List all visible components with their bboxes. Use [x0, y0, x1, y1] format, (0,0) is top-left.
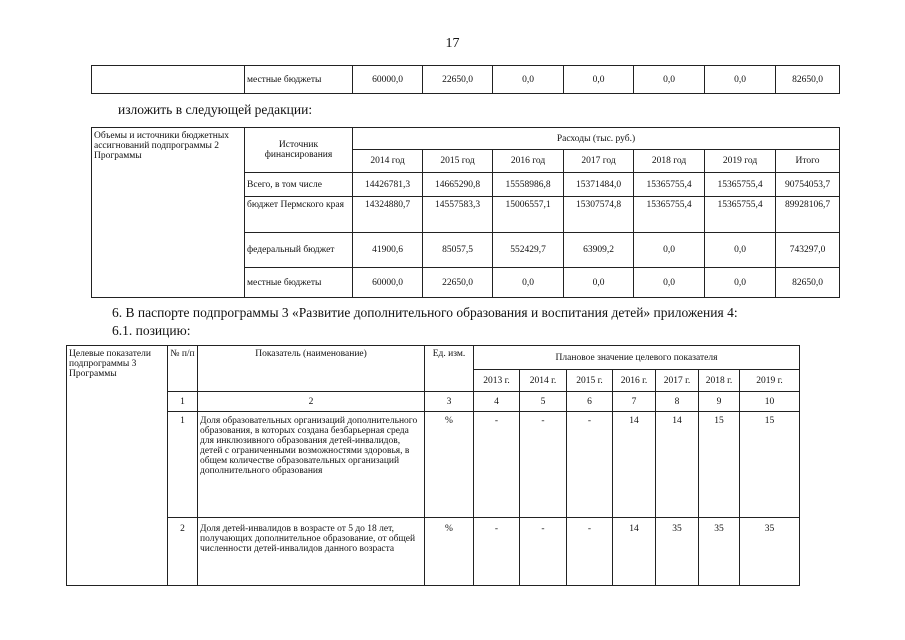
- column-number: 6: [567, 392, 613, 412]
- row-label: местные бюджеты: [245, 268, 353, 298]
- value-cell: 0,0: [634, 233, 705, 268]
- number-header: № п/п: [168, 346, 198, 392]
- value-cell: 15006557,1: [493, 197, 564, 233]
- year-header: Итого: [776, 150, 840, 173]
- unit-header: Ед. изм.: [425, 346, 474, 392]
- intro-text: изложить в следующей редакции:: [118, 102, 313, 117]
- indicator-name: Доля образовательных организаций дополнительного образования, в которых создана безбарьерная среда для инклюзивного образования детей-инвалидов, детей с ограниченными возможностями здоровья, в общем количестве образовательных организаций дополнительного образования: [198, 412, 425, 518]
- column-number: 4: [474, 392, 520, 412]
- column-number: 8: [656, 392, 699, 412]
- value-cell: 82650,0: [776, 268, 840, 298]
- page-number: 17: [445, 36, 460, 51]
- value-cell: 41900,6: [353, 233, 423, 268]
- value-cell: -: [567, 412, 613, 518]
- year-header: 2013 г.: [474, 370, 520, 392]
- value-cell: 0,0: [705, 268, 776, 298]
- value-cell: 0,0: [493, 268, 564, 298]
- value-cell: 15: [740, 412, 800, 518]
- value-cell: 22650,0: [423, 66, 493, 94]
- value-cell: 14426781,3: [353, 173, 423, 197]
- value-cell: 14557583,3: [423, 197, 493, 233]
- value-cell: 0,0: [634, 66, 705, 94]
- row-label: бюджет Пермского края: [245, 197, 353, 233]
- year-header: 2014 год: [353, 150, 423, 173]
- indicator-name: Доля детей-инвалидов в возрасте от 5 до 18 лет, получающих дополнительное образование, от общей численности детей-инвалидов данного возраста: [198, 518, 425, 586]
- section-heading: 6. В паспорте подпрограммы 3 «Развитие дополнительного образования и воспитания детей» приложения 4:: [112, 305, 738, 320]
- column-number: 7: [613, 392, 656, 412]
- column-number: 1: [168, 392, 198, 412]
- column-number: 2: [198, 392, 425, 412]
- indicator-header: Показатель (наименование): [198, 346, 425, 392]
- value-cell: 0,0: [493, 66, 564, 94]
- value-cell: 15558986,8: [493, 173, 564, 197]
- value-cell: 0,0: [634, 268, 705, 298]
- column-number: 3: [425, 392, 474, 412]
- row-label: федеральный бюджет: [245, 233, 353, 268]
- value-cell: 0,0: [705, 66, 776, 94]
- subsection-heading: 6.1. позицию:: [112, 323, 191, 338]
- column-number: 5: [520, 392, 567, 412]
- unit-cell: %: [425, 518, 474, 586]
- year-header: 2014 г.: [520, 370, 567, 392]
- previous-table-fragment: [91, 65, 840, 94]
- expenses-header: Расходы (тыс. руб.): [353, 128, 840, 150]
- year-header: 2017 г.: [656, 370, 699, 392]
- value-cell: 35: [740, 518, 800, 586]
- year-header: 2017 год: [564, 150, 634, 173]
- value-cell: 0,0: [705, 233, 776, 268]
- row-label: Всего, в том числе: [245, 173, 353, 197]
- value-cell: 14324880,7: [353, 197, 423, 233]
- value-cell: 35: [656, 518, 699, 586]
- value-cell: 22650,0: [423, 268, 493, 298]
- value-cell: 15371484,0: [564, 173, 634, 197]
- value-cell: 0,0: [564, 66, 634, 94]
- value-cell: 85057,5: [423, 233, 493, 268]
- value-cell: -: [567, 518, 613, 586]
- value-cell: 15365755,4: [634, 173, 705, 197]
- year-header: 2018 г.: [699, 370, 740, 392]
- column-number: 9: [699, 392, 740, 412]
- year-header: 2016 г.: [613, 370, 656, 392]
- indicators-table: [66, 345, 800, 586]
- value-cell: 90754053,7: [776, 173, 840, 197]
- row-number: 1: [168, 412, 198, 518]
- value-cell: 15365755,4: [705, 173, 776, 197]
- value-cell: 15: [699, 412, 740, 518]
- value-cell: -: [520, 412, 567, 518]
- year-header: 2015 г.: [567, 370, 613, 392]
- value-cell: 82650,0: [776, 66, 840, 94]
- value-cell: 15307574,8: [564, 197, 634, 233]
- year-header: 2018 год: [634, 150, 705, 173]
- plan-header: Плановое значение целевого показателя: [474, 346, 800, 370]
- value-cell: 14665290,8: [423, 173, 493, 197]
- value-cell: 60000,0: [353, 66, 423, 94]
- column-number: 10: [740, 392, 800, 412]
- value-cell: -: [474, 412, 520, 518]
- value-cell: 14: [613, 412, 656, 518]
- source-header: Источник финансирования: [245, 128, 353, 173]
- value-cell: 552429,7: [493, 233, 564, 268]
- year-header: 2016 год: [493, 150, 564, 173]
- value-cell: -: [474, 518, 520, 586]
- value-cell: 63909,2: [564, 233, 634, 268]
- row-label: местные бюджеты: [245, 66, 353, 94]
- value-cell: 60000,0: [353, 268, 423, 298]
- value-cell: 14: [656, 412, 699, 518]
- value-cell: -: [520, 518, 567, 586]
- year-header: 2015 год: [423, 150, 493, 173]
- unit-cell: %: [425, 412, 474, 518]
- value-cell: 89928106,7: [776, 197, 840, 233]
- funding-table: [91, 127, 840, 298]
- year-header: 2019 г.: [740, 370, 800, 392]
- value-cell: 15365755,4: [705, 197, 776, 233]
- value-cell: 35: [699, 518, 740, 586]
- year-header: 2019 год: [705, 150, 776, 173]
- row-header: Целевые показатели подпрограммы 3 Программы: [67, 346, 168, 586]
- value-cell: 743297,0: [776, 233, 840, 268]
- value-cell: 0,0: [564, 268, 634, 298]
- value-cell: 15365755,4: [634, 197, 705, 233]
- value-cell: 14: [613, 518, 656, 586]
- empty-cell: [92, 66, 245, 94]
- row-number: 2: [168, 518, 198, 586]
- row-header: Объемы и источники бюджетных ассигнований подпрограммы 2 Программы: [92, 128, 245, 298]
